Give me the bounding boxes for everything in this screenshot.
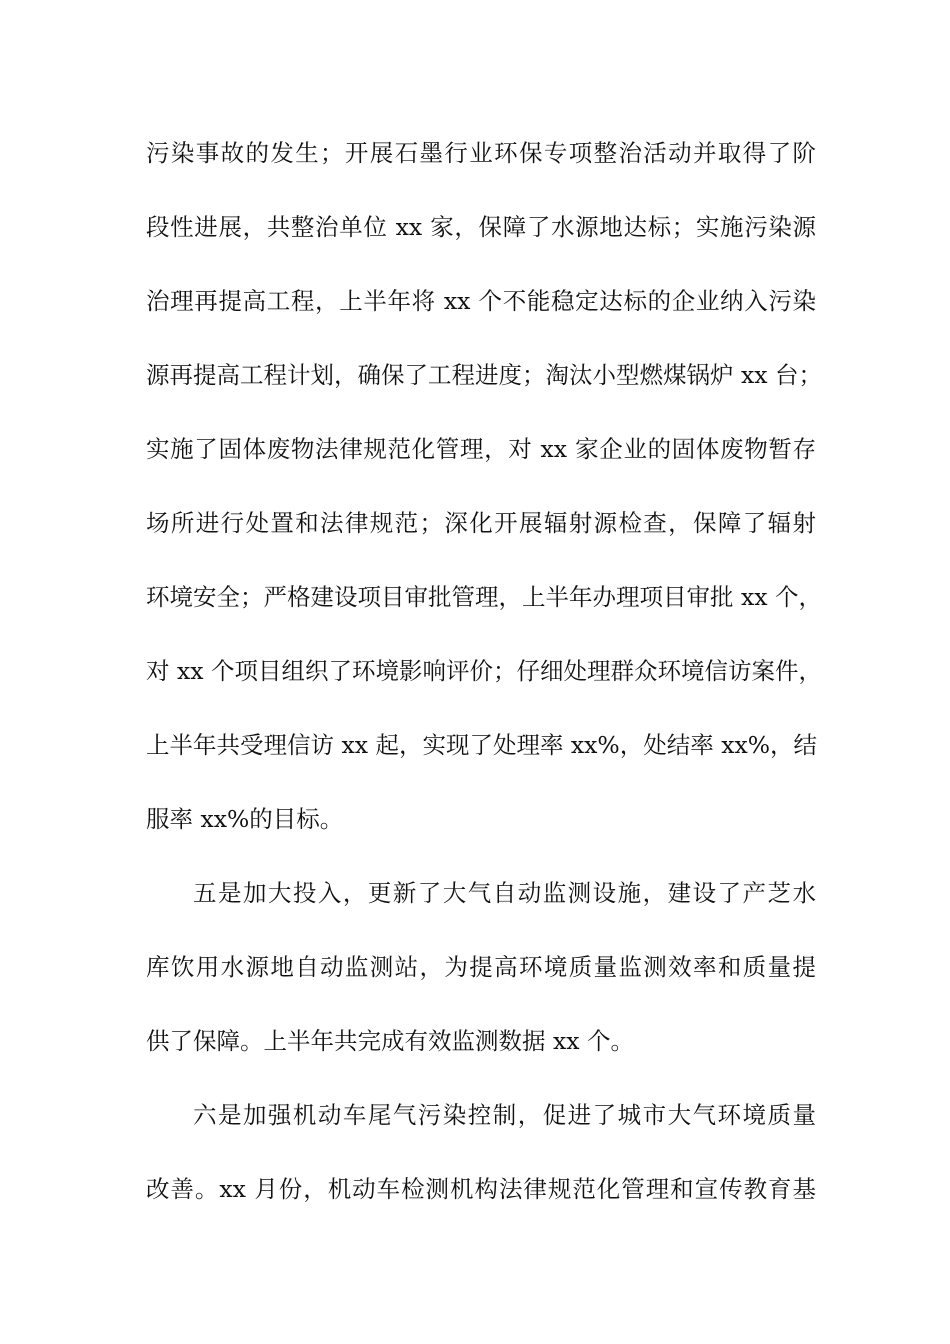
text-line-7: 环境安全；严格建设项目审批管理，上半年办理项目审批 xx 个， xyxy=(146,583,822,611)
text-line-12: 库饮用水源地自动监测站，为提高环境质量监测效率和质量提 xyxy=(146,953,816,981)
text-line-6: 场所进行处置和法律规范；深化开展辐射源检查，保障了辐射 xyxy=(146,509,816,537)
text-line-4: 源再提高工程计划，确保了工程进度；淘汰小型燃煤锅炉 xx 台； xyxy=(146,361,822,389)
text-line-9: 上半年共受理信访 xx 起，实现了处理率 xx%，处结率 xx%，结 xyxy=(146,731,818,759)
text-line-13: 供了保障。上半年共完成有效监测数据 xx 个。 xyxy=(146,1027,634,1055)
text-line-10: 服率 xx%的目标。 xyxy=(146,805,344,833)
text-line-3: 治理再提高工程，上半年将 xx 个不能稳定达标的企业纳入污染 xyxy=(146,287,816,315)
text-line-14: 六是加强机动车尾气污染控制，促进了城市大气环境质量 xyxy=(193,1101,816,1129)
text-line-1: 污染事故的发生；开展石墨行业环保专项整治活动并取得了阶 xyxy=(146,139,816,167)
document-body xyxy=(146,126,822,1236)
text-line-11: 五是加大投入，更新了大气自动监测设施，建设了产芝水 xyxy=(193,879,816,907)
text-line-8: 对 xx 个项目组织了环境影响评价；仔细处理群众环境信访案件， xyxy=(146,657,822,685)
text-line-5: 实施了固体废物法律规范化管理，对 xx 家企业的固体废物暂存 xyxy=(146,435,816,463)
text-line-2: 段性进展，共整治单位 xx 家，保障了水源地达标；实施污染源 xyxy=(146,213,816,241)
text-line-15: 改善。xx 月份，机动车检测机构法律规范化管理和宣传教育基 xyxy=(146,1175,816,1203)
